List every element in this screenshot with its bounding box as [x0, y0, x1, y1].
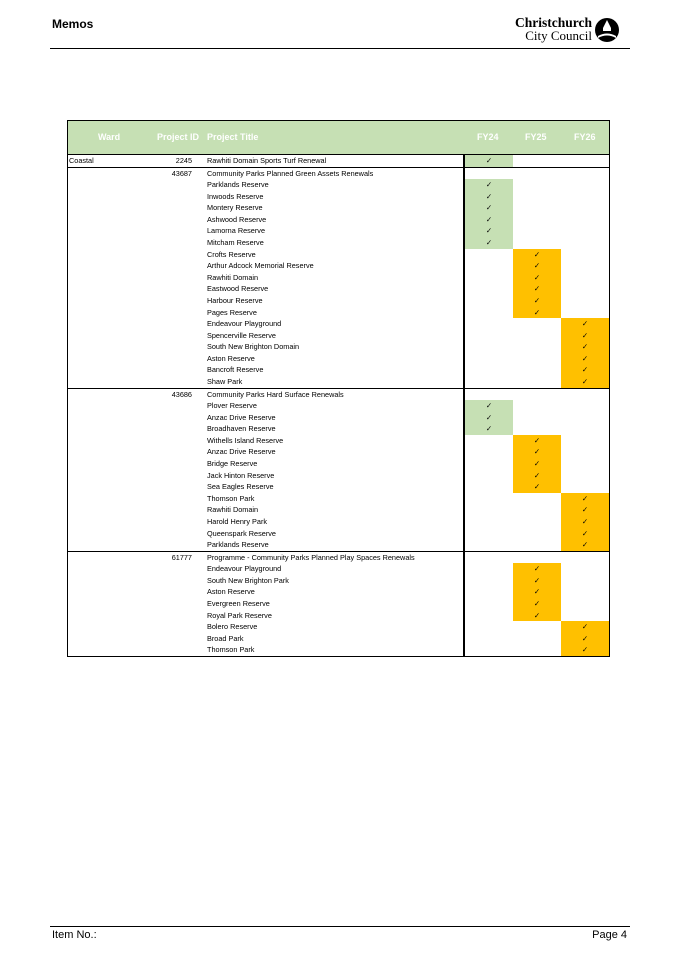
table-row [68, 446, 609, 458]
fy25-checkmark: ✓ [513, 307, 561, 319]
table-row [68, 458, 609, 470]
table-row [68, 295, 609, 307]
fy24-checkmark: ✓ [465, 191, 513, 203]
project-title-cell: Endeavour Playground [207, 564, 282, 574]
project-title-cell: Bancroft Reserve [207, 365, 264, 375]
table-row [68, 481, 609, 493]
project-title-cell: Bolero Reserve [207, 622, 258, 632]
table-row [68, 400, 609, 412]
fy25-checkmark: ✓ [513, 563, 561, 575]
project-title-cell: Aston Reserve [207, 353, 255, 363]
fy25-checkmark: ✓ [513, 249, 561, 261]
project-title-cell: Eastwood Reserve [207, 284, 269, 294]
project-id-cell: 61777 [171, 552, 192, 562]
project-title-cell: Arthur Adcock Memorial Reserve [207, 261, 314, 271]
fy26-checkmark: ✓ [561, 644, 609, 656]
footer-divider [50, 926, 630, 927]
table-row [68, 353, 609, 365]
project-title-cell: Anzac Drive Reserve [207, 447, 276, 457]
table-row [68, 260, 609, 272]
table-row [68, 191, 609, 203]
fy24-checkmark: ✓ [465, 179, 513, 191]
table-row [68, 552, 609, 564]
project-title-cell: Withells Island Reserve [207, 435, 284, 445]
fy24-checkmark: ✓ [465, 412, 513, 424]
fy25-checkmark: ✓ [513, 435, 561, 447]
table-row [68, 470, 609, 482]
fy26-checkmark: ✓ [561, 633, 609, 645]
project-title-cell: Sea Eagles Reserve [207, 482, 274, 492]
col-header-fy26: FY26 [574, 132, 596, 142]
table-row [68, 516, 609, 528]
fy25-checkmark: ✓ [513, 260, 561, 272]
project-title-cell: Harold Henry Park [207, 516, 268, 526]
project-title-cell: Anzac Drive Reserve [207, 412, 276, 422]
project-title-cell: Plover Reserve [207, 401, 257, 411]
project-title-cell: Shaw Park [207, 376, 243, 386]
fy26-checkmark: ✓ [561, 341, 609, 353]
fy26-checkmark: ✓ [561, 528, 609, 540]
fy24-checkmark: ✓ [465, 214, 513, 226]
project-title-cell: South New Brighton Park [207, 575, 289, 585]
project-id-cell: 43686 [171, 389, 192, 399]
fy25-checkmark: ✓ [513, 446, 561, 458]
fy24-checkmark: ✓ [465, 423, 513, 435]
table-row [68, 307, 609, 319]
table-row [68, 575, 609, 587]
table-row [68, 364, 609, 376]
table-row [68, 330, 609, 342]
table-body [68, 155, 609, 656]
project-schedule-table [67, 120, 610, 657]
project-title-cell: Royal Park Reserve [207, 610, 272, 620]
fy25-checkmark: ✓ [513, 283, 561, 295]
project-title-cell: Parklands Reserve [207, 180, 269, 190]
fy24-checkmark: ✓ [465, 155, 513, 167]
project-title-cell: Community Parks Planned Green Assets Renewals [207, 168, 374, 178]
project-title-cell: Rawhiti Domain [207, 505, 259, 515]
project-title-cell: Parklands Reserve [207, 540, 269, 550]
fy25-checkmark: ✓ [513, 481, 561, 493]
table-row [68, 633, 609, 645]
table-row [68, 435, 609, 447]
project-title-cell: Evergreen Reserve [207, 598, 270, 608]
project-id-cell: 2245 [175, 156, 192, 165]
table-row [68, 389, 609, 401]
table-row [68, 598, 609, 610]
table-row [68, 202, 609, 214]
table-row [68, 318, 609, 330]
page-title: Memos [52, 17, 94, 31]
table-row [68, 504, 609, 516]
project-title-cell: Endeavour Playground [207, 319, 282, 329]
project-title-cell: Bridge Reserve [207, 459, 258, 469]
table-row [68, 225, 609, 237]
fy24-checkmark: ✓ [465, 202, 513, 214]
col-header-fy24: FY24 [477, 132, 499, 142]
page-number: Page 4 [592, 929, 627, 941]
fy26-checkmark: ✓ [561, 621, 609, 633]
fy25-checkmark: ✓ [513, 272, 561, 284]
fy25-checkmark: ✓ [513, 295, 561, 307]
table-row [68, 493, 609, 505]
table-row [68, 412, 609, 424]
header-divider [50, 48, 630, 49]
table-row [68, 249, 609, 261]
table-row [68, 563, 609, 575]
project-title-cell: Thomson Park [207, 645, 255, 655]
table-row [68, 586, 609, 598]
fy24-checkmark: ✓ [465, 225, 513, 237]
col-header-ward: Ward [98, 132, 121, 142]
fy26-checkmark: ✓ [561, 539, 609, 551]
fy24-checkmark: ✓ [465, 400, 513, 412]
item-number: Item No.: [52, 929, 97, 941]
project-title-cell: Thomson Park [207, 493, 255, 503]
table-row [68, 376, 609, 388]
table-row [68, 341, 609, 353]
table-row [68, 539, 609, 551]
project-title-cell: Community Parks Hard Surface Renewals [207, 389, 344, 399]
project-title-cell: Montery Reserve [207, 203, 263, 213]
fy24-checkmark: ✓ [465, 237, 513, 249]
fy25-checkmark: ✓ [513, 470, 561, 482]
table-row [68, 237, 609, 249]
fy25-checkmark: ✓ [513, 598, 561, 610]
cathedral-icon [594, 17, 620, 43]
table-row [68, 155, 609, 167]
project-title-cell: Ashwood Reserve [207, 214, 267, 224]
project-id-cell: 43687 [171, 168, 192, 178]
project-title-cell: Programme - Community Parks Planned Play Spaces Renewals [207, 552, 415, 562]
fy25-checkmark: ✓ [513, 575, 561, 587]
project-title-cell: South New Brighton Domain [207, 342, 300, 352]
table-section [68, 168, 609, 389]
table-header [68, 121, 609, 155]
project-title-cell: Broadhaven Reserve [207, 424, 276, 434]
table-section [68, 155, 609, 168]
col-header-fy25: FY25 [525, 132, 547, 142]
fy26-checkmark: ✓ [561, 318, 609, 330]
project-title-cell: Mitcham Reserve [207, 238, 264, 248]
table-row [68, 214, 609, 226]
project-title-cell: Harbour Reserve [207, 295, 263, 305]
project-title-cell: Spencerville Reserve [207, 330, 276, 340]
project-title-cell: Queenspark Reserve [207, 528, 276, 538]
project-title-cell: Rawhiti Domain Sports Turf Renewal [207, 156, 327, 165]
table-section [68, 552, 609, 656]
table-row [68, 621, 609, 633]
fy26-checkmark: ✓ [561, 330, 609, 342]
project-title-cell: Lamorna Reserve [207, 226, 265, 236]
fy26-checkmark: ✓ [561, 353, 609, 365]
logo-line-1: Christchurch [514, 15, 592, 30]
table-row [68, 528, 609, 540]
project-title-cell: Inwoods Reserve [207, 191, 264, 201]
table-row [68, 283, 609, 295]
table-section [68, 389, 609, 552]
fy25-checkmark: ✓ [513, 610, 561, 622]
project-title-cell: Jack Hinton Reserve [207, 470, 275, 480]
ward-cell: Coastal [69, 156, 94, 165]
project-title-cell: Aston Reserve [207, 587, 255, 597]
project-title-cell: Broad Park [207, 633, 244, 643]
fy26-checkmark: ✓ [561, 516, 609, 528]
project-title-cell: Pages Reserve [207, 307, 257, 317]
fy26-checkmark: ✓ [561, 364, 609, 376]
council-logo [514, 15, 620, 45]
fy25-checkmark: ✓ [513, 458, 561, 470]
table-row [68, 179, 609, 191]
table-row [68, 168, 609, 180]
fy26-checkmark: ✓ [561, 493, 609, 505]
project-title-cell: Crofts Reserve [207, 249, 256, 259]
logo-line-2: City Council [525, 28, 592, 43]
fy26-checkmark: ✓ [561, 504, 609, 516]
table-row [68, 272, 609, 284]
table-row [68, 423, 609, 435]
col-header-project-id: Project ID [157, 132, 200, 142]
fy25-checkmark: ✓ [513, 586, 561, 598]
table-row [68, 644, 609, 656]
table-row [68, 610, 609, 622]
col-header-project-title: Project Title [207, 132, 259, 142]
fy26-checkmark: ✓ [561, 376, 609, 388]
project-title-cell: Rawhiti Domain [207, 272, 259, 282]
